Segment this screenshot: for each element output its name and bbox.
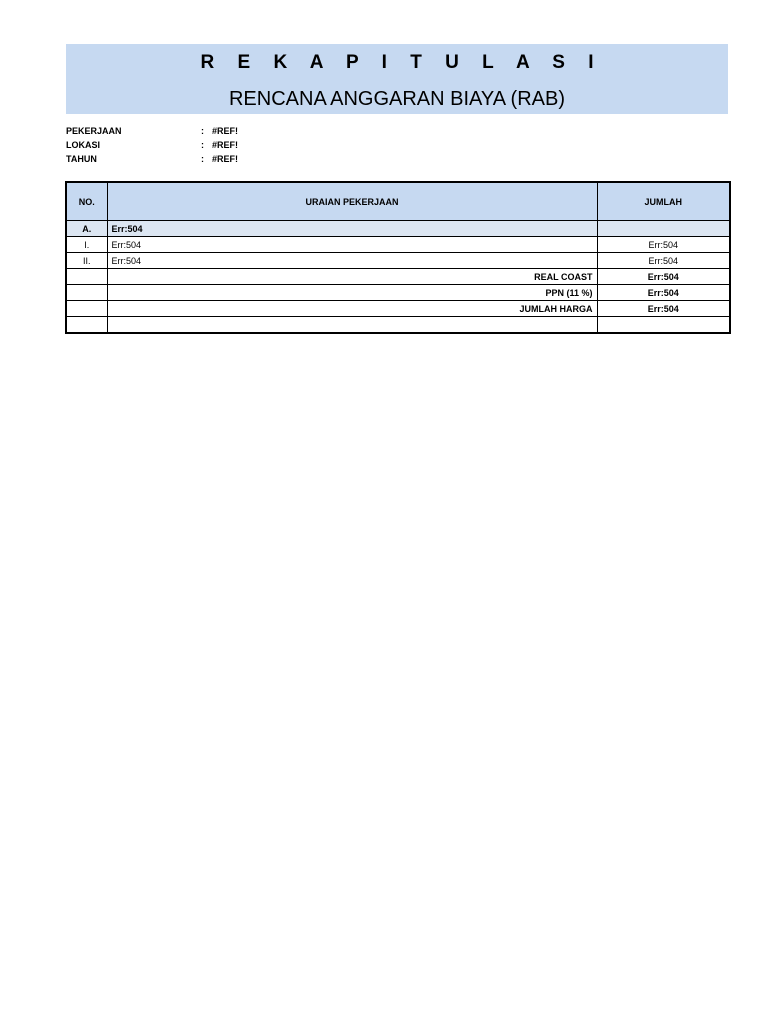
cell-jumlah: Err:504 (597, 253, 730, 269)
empty-row (66, 317, 730, 334)
header-band (66, 44, 728, 114)
table-row (66, 237, 730, 253)
total-value: Err:504 (597, 285, 730, 301)
project-info (66, 126, 366, 168)
info-value: #REF! (212, 154, 239, 164)
info-colon: : (201, 126, 204, 136)
header-no: NO. (66, 182, 107, 221)
header-uraian: URAIAN PEKERJAAN (107, 182, 597, 221)
info-value: #REF! (212, 126, 239, 136)
page-subtitle: RENCANA ANGGARAN BIAYA (RAB) (228, 88, 565, 110)
info-row-lokasi (66, 140, 366, 154)
cell-uraian: Err:504 (107, 221, 597, 237)
cell-no (66, 317, 107, 334)
cell-no (66, 285, 107, 301)
cell-no: II. (66, 253, 107, 269)
section-row (66, 221, 730, 237)
info-label: TAHUN (66, 154, 97, 164)
cell-jumlah (597, 317, 730, 334)
cell-no: A. (66, 221, 107, 237)
info-label: LOKASI (66, 140, 101, 150)
cell-no: I. (66, 237, 107, 253)
info-row-pekerjaan (66, 126, 366, 140)
table-header-row (66, 182, 730, 221)
page-title: R E K A P I T U L A S I (200, 52, 603, 73)
cell-no (66, 269, 107, 285)
rab-table (65, 181, 731, 334)
cell-uraian (107, 317, 597, 334)
cell-uraian: Err:504 (107, 253, 597, 269)
cell-jumlah (597, 221, 730, 237)
cell-uraian: Err:504 (107, 237, 597, 253)
total-value: Err:504 (597, 269, 730, 285)
cell-jumlah: Err:504 (597, 237, 730, 253)
total-row-real-coast (66, 269, 730, 285)
info-colon: : (201, 140, 204, 150)
total-label: JUMLAH HARGA (107, 301, 597, 317)
cell-no (66, 301, 107, 317)
total-row-jumlah-harga (66, 301, 730, 317)
info-row-tahun (66, 154, 366, 168)
info-label: PEKERJAAN (66, 126, 122, 136)
info-value: #REF! (212, 140, 239, 150)
total-value: Err:504 (597, 301, 730, 317)
info-colon: : (201, 154, 204, 164)
total-label: PPN (11 %) (107, 285, 597, 301)
table-row (66, 253, 730, 269)
total-label: REAL COAST (107, 269, 597, 285)
header-jumlah: JUMLAH (597, 182, 730, 221)
total-row-ppn (66, 285, 730, 301)
